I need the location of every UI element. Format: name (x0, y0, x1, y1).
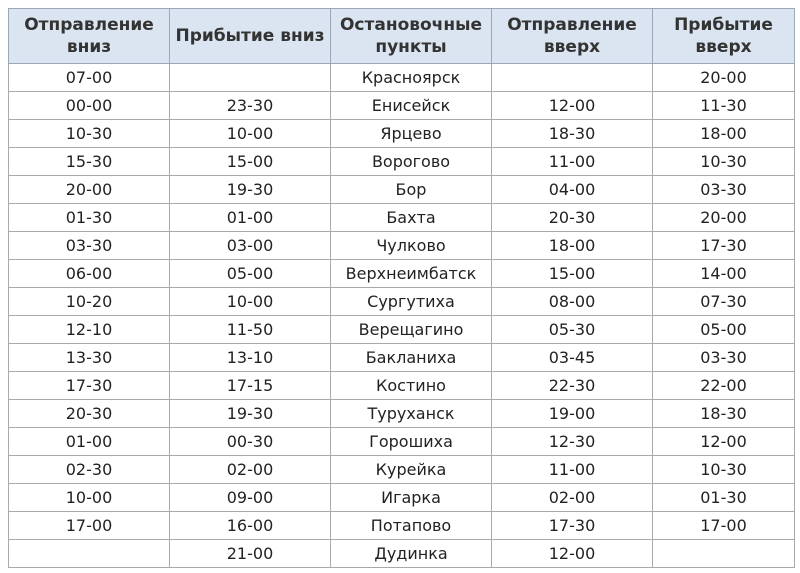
stop-name-cell: Дудинка (331, 540, 492, 568)
departure-up-cell: 19-00 (492, 400, 653, 428)
stop-name-cell: Енисейск (331, 92, 492, 120)
arrival-up-cell: 20-00 (653, 204, 795, 232)
departure-up-cell: 12-00 (492, 540, 653, 568)
stop-name-cell: Потапово (331, 512, 492, 540)
departure-up-cell: 22-30 (492, 372, 653, 400)
arrival-down-cell: 19-30 (170, 176, 331, 204)
stop-name-cell: Туруханск (331, 400, 492, 428)
arrival-up-cell (653, 540, 795, 568)
stop-name-cell: Бакланиха (331, 344, 492, 372)
arrival-down-cell: 19-30 (170, 400, 331, 428)
table-body (9, 64, 795, 568)
arrival-up-cell: 17-30 (653, 232, 795, 260)
departure-up-cell: 08-00 (492, 288, 653, 316)
departure-up-cell: 20-30 (492, 204, 653, 232)
departure-down-cell: 03-30 (9, 232, 170, 260)
departure-down-cell: 20-30 (9, 400, 170, 428)
departure-up-cell (492, 64, 653, 92)
departure-down-cell (9, 540, 170, 568)
departure-down-cell: 17-00 (9, 512, 170, 540)
arrival-down-cell: 01-00 (170, 204, 331, 232)
arrival-down-cell: 10-00 (170, 288, 331, 316)
arrival-up-cell: 01-30 (653, 484, 795, 512)
table-row (9, 484, 795, 512)
arrival-down-cell: 11-50 (170, 316, 331, 344)
arrival-down-cell: 23-30 (170, 92, 331, 120)
arrival-up-cell: 11-30 (653, 92, 795, 120)
arrival-down-cell: 09-00 (170, 484, 331, 512)
departure-down-cell: 07-00 (9, 64, 170, 92)
departure-up-cell: 05-30 (492, 316, 653, 344)
departure-down-cell: 02-30 (9, 456, 170, 484)
arrival-up-cell: 14-00 (653, 260, 795, 288)
arrival-up-cell: 22-00 (653, 372, 795, 400)
arrival-down-cell: 03-00 (170, 232, 331, 260)
arrival-down-cell: 16-00 (170, 512, 331, 540)
departure-up-cell: 18-00 (492, 232, 653, 260)
table-row (9, 512, 795, 540)
arrival-up-cell: 03-30 (653, 176, 795, 204)
departure-down-cell: 10-30 (9, 120, 170, 148)
arrival-down-cell: 02-00 (170, 456, 331, 484)
table-row (9, 372, 795, 400)
departure-down-cell: 01-00 (9, 428, 170, 456)
table-row (9, 400, 795, 428)
stop-name-cell: Бор (331, 176, 492, 204)
table-row (9, 288, 795, 316)
stop-name-cell: Костино (331, 372, 492, 400)
departure-down-cell: 10-20 (9, 288, 170, 316)
departure-down-cell: 01-30 (9, 204, 170, 232)
arrival-up-cell: 03-30 (653, 344, 795, 372)
header-arrival-up: Прибытие вверх (653, 9, 795, 64)
departure-down-cell: 15-30 (9, 148, 170, 176)
arrival-down-cell: 15-00 (170, 148, 331, 176)
table-row (9, 540, 795, 568)
arrival-down-cell (170, 64, 331, 92)
departure-up-cell: 02-00 (492, 484, 653, 512)
header-departure-down: Отправление вниз (9, 9, 170, 64)
departure-up-cell: 04-00 (492, 176, 653, 204)
arrival-down-cell: 05-00 (170, 260, 331, 288)
departure-up-cell: 03-45 (492, 344, 653, 372)
arrival-up-cell: 10-30 (653, 148, 795, 176)
departure-down-cell: 00-00 (9, 92, 170, 120)
stop-name-cell: Сургутиха (331, 288, 492, 316)
table-row (9, 344, 795, 372)
table-row (9, 148, 795, 176)
arrival-down-cell: 21-00 (170, 540, 331, 568)
stop-name-cell: Ворогово (331, 148, 492, 176)
arrival-up-cell: 12-00 (653, 428, 795, 456)
table-row (9, 176, 795, 204)
arrival-up-cell: 18-30 (653, 400, 795, 428)
stop-name-cell: Игарка (331, 484, 492, 512)
arrival-down-cell: 17-15 (170, 372, 331, 400)
stop-name-cell: Бахта (331, 204, 492, 232)
stop-name-cell: Ярцево (331, 120, 492, 148)
table-header (9, 9, 795, 64)
stop-name-cell: Чулково (331, 232, 492, 260)
departure-down-cell: 06-00 (9, 260, 170, 288)
departure-down-cell: 12-10 (9, 316, 170, 344)
arrival-up-cell: 10-30 (653, 456, 795, 484)
table-row (9, 204, 795, 232)
departure-down-cell: 10-00 (9, 484, 170, 512)
departure-up-cell: 17-30 (492, 512, 653, 540)
stop-name-cell: Курейка (331, 456, 492, 484)
stop-name-cell: Горошиха (331, 428, 492, 456)
header-stops: Остановочные пункты (331, 9, 492, 64)
arrival-up-cell: 07-30 (653, 288, 795, 316)
departure-down-cell: 20-00 (9, 176, 170, 204)
table-row (9, 120, 795, 148)
departure-down-cell: 13-30 (9, 344, 170, 372)
arrival-down-cell: 00-30 (170, 428, 331, 456)
header-row (9, 9, 795, 64)
table-row (9, 92, 795, 120)
header-departure-up: Отправление вверх (492, 9, 653, 64)
departure-up-cell: 12-30 (492, 428, 653, 456)
arrival-down-cell: 10-00 (170, 120, 331, 148)
arrival-up-cell: 20-00 (653, 64, 795, 92)
departure-up-cell: 18-30 (492, 120, 653, 148)
arrival-up-cell: 05-00 (653, 316, 795, 344)
departure-up-cell: 12-00 (492, 92, 653, 120)
arrival-down-cell: 13-10 (170, 344, 331, 372)
stop-name-cell: Красноярск (331, 64, 492, 92)
table-row (9, 260, 795, 288)
departure-up-cell: 11-00 (492, 456, 653, 484)
schedule-table (8, 8, 795, 568)
table-row (9, 456, 795, 484)
table-row (9, 316, 795, 344)
arrival-up-cell: 18-00 (653, 120, 795, 148)
stop-name-cell: Верещагино (331, 316, 492, 344)
stop-name-cell: Верхнеимбатск (331, 260, 492, 288)
table-row (9, 232, 795, 260)
departure-down-cell: 17-30 (9, 372, 170, 400)
departure-up-cell: 15-00 (492, 260, 653, 288)
table-row (9, 64, 795, 92)
header-arrival-down: Прибытие вниз (170, 9, 331, 64)
table-row (9, 428, 795, 456)
arrival-up-cell: 17-00 (653, 512, 795, 540)
departure-up-cell: 11-00 (492, 148, 653, 176)
